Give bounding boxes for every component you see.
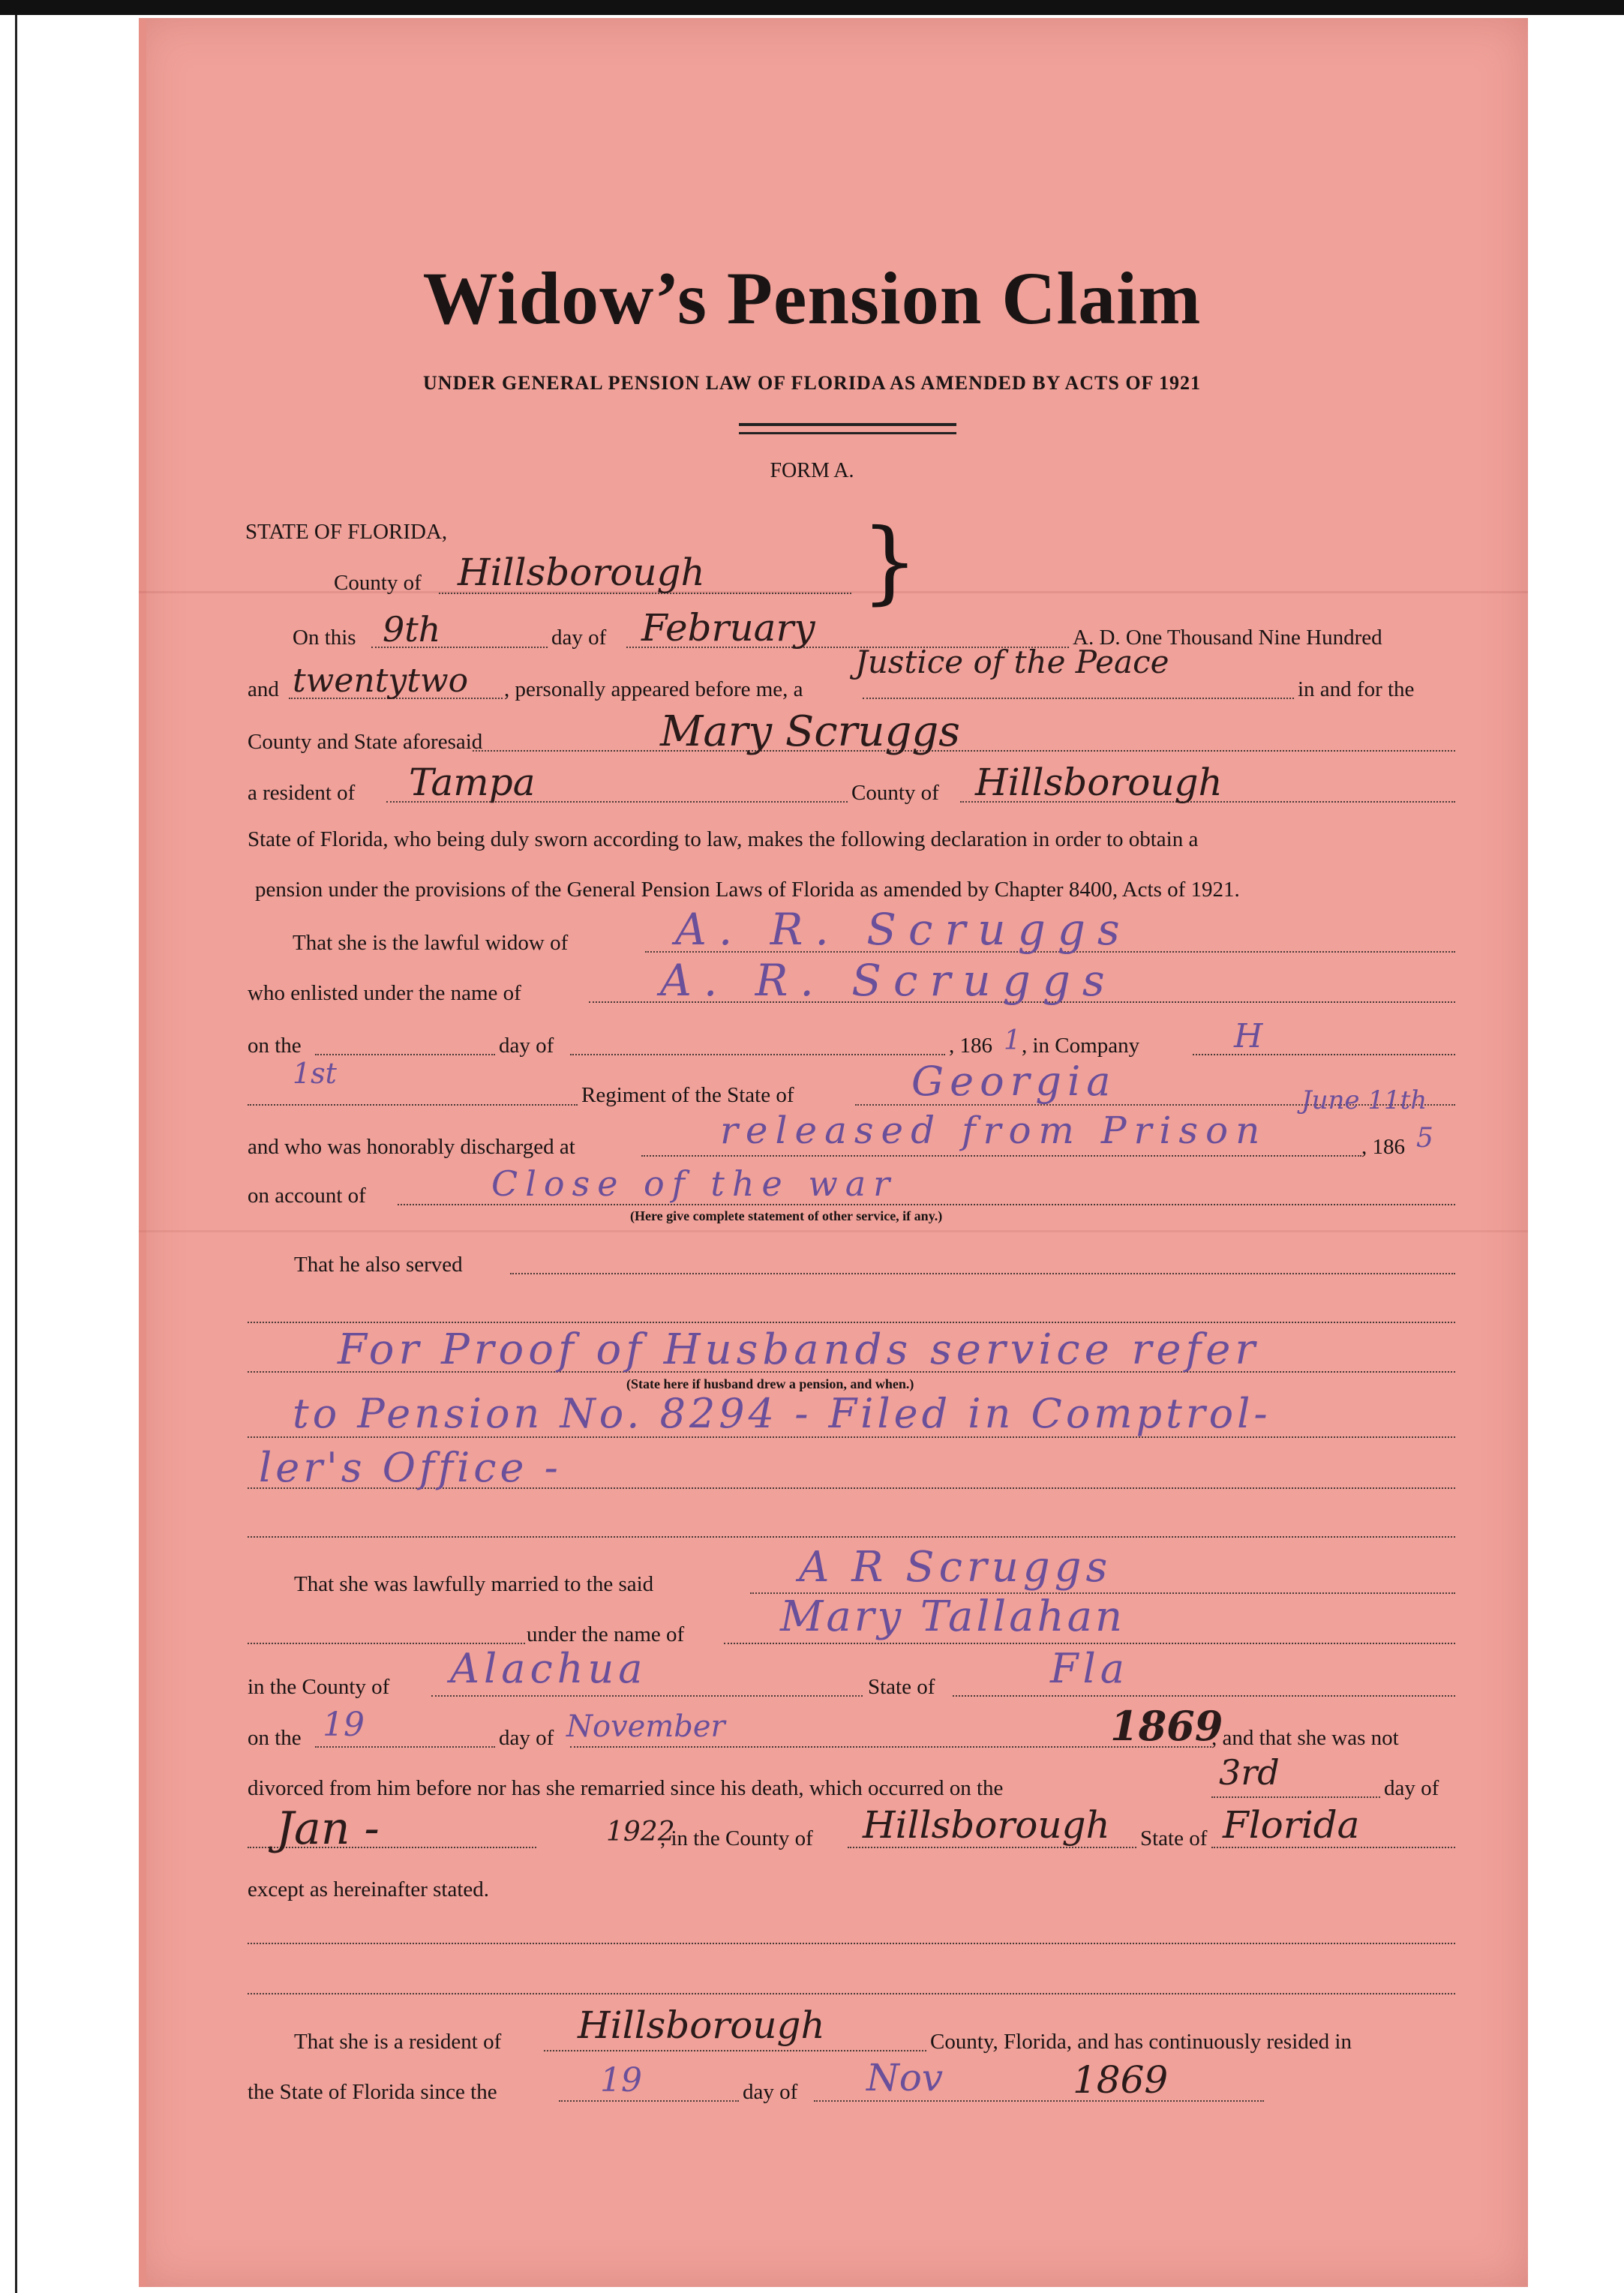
- regiment-number-line: [248, 1104, 578, 1106]
- resident-county-entry[interactable]: Hillsborough: [975, 761, 1223, 804]
- day-entry[interactable]: 9th: [383, 609, 441, 650]
- married-state-line: [953, 1695, 1455, 1697]
- day-of-label-5: day of: [743, 2080, 798, 2104]
- company-line: [1193, 1054, 1455, 1055]
- resident-city-entry[interactable]: Tampa: [409, 761, 536, 804]
- appeared-label: , personally appeared before me, a: [504, 677, 803, 701]
- claimant-field-line: [473, 750, 1455, 752]
- death-day-entry[interactable]: 3rd: [1219, 1752, 1280, 1793]
- county-state-aforesaid-label: County and State aforesaid: [248, 730, 483, 754]
- state-of-label: State of: [868, 1675, 935, 1699]
- except-text: except as hereinafter stated.: [248, 1877, 490, 1901]
- also-served-line-2: [248, 1322, 1455, 1323]
- day-of-label-2: day of: [499, 1034, 554, 1058]
- year-words-entry[interactable]: twentytwo: [293, 662, 469, 700]
- year-186-label: , 186: [949, 1034, 992, 1058]
- on-the-label-2: on the: [248, 1726, 302, 1750]
- on-this-label: On this: [293, 626, 356, 650]
- ad-label: A. D. One Thousand Nine Hundred: [1073, 626, 1382, 650]
- married-to-entry[interactable]: A R Scruggs: [799, 1543, 1112, 1592]
- divorced-text: divorced from him before nor has she remarried since his death, which occurred on the: [248, 1776, 1004, 1800]
- county-of-label-2: County of: [851, 781, 939, 805]
- claimant-entry[interactable]: Mary Scruggs: [660, 707, 960, 756]
- also-served-label: That he also served: [294, 1253, 463, 1277]
- state-of-label-2: State of: [1140, 1826, 1208, 1850]
- form-subtitle: UNDER GENERAL PENSION LAW OF FLORIDA AS AMENDED BY ACTS OF 1921: [423, 372, 1201, 394]
- in-and-for-label: in and for the: [1298, 677, 1415, 701]
- residence-county-line: [544, 2050, 926, 2051]
- except-line-2: [248, 1993, 1455, 1994]
- day-of-label-4: day of: [1384, 1776, 1439, 1800]
- enlist-year-digit-entry[interactable]: 1: [1004, 1025, 1021, 1056]
- regiment-number-entry[interactable]: 1st: [293, 1057, 337, 1090]
- except-line-1: [248, 1943, 1455, 1944]
- in-county-of-label-2: , in the County of: [660, 1826, 813, 1850]
- death-month-entry[interactable]: Jan -: [276, 1802, 380, 1855]
- death-day-line: [1211, 1796, 1380, 1798]
- company-entry[interactable]: H: [1234, 1017, 1263, 1055]
- death-county-entry[interactable]: Hillsborough: [863, 1803, 1110, 1847]
- county-of-label: County of: [334, 571, 422, 595]
- service-line-1-entry[interactable]: For Proof of Husbands service refer: [338, 1325, 1260, 1374]
- married-county-line: [431, 1695, 863, 1697]
- residence-county-entry[interactable]: Hillsborough: [578, 2003, 825, 2047]
- state-of-florida-label: STATE OF FLORIDA,: [245, 520, 448, 544]
- regiment-state-entry[interactable]: Georgia: [911, 1058, 1117, 1105]
- resident-of-label: That she is a resident of: [294, 2030, 502, 2054]
- residence-month-entry[interactable]: Nov: [866, 2056, 944, 2099]
- enlist-day-line: [315, 1054, 495, 1055]
- paper-left-edge: [139, 18, 146, 2287]
- and-label: and: [248, 677, 279, 701]
- form-label: FORM A.: [770, 459, 854, 482]
- month-entry[interactable]: February: [641, 606, 815, 650]
- under-name-lead-line: [248, 1643, 525, 1644]
- married-to-label: That she was lawfully married to the said: [294, 1572, 654, 1596]
- discharged-at-entry[interactable]: released from Prison: [720, 1109, 1268, 1152]
- county-entry[interactable]: Hillsborough: [458, 551, 705, 594]
- discharged-at-line: [641, 1155, 1361, 1157]
- declaration-text: State of Florida, who being duly sworn according to law, makes the following declaration in order to obtain a: [248, 827, 1199, 851]
- day-of-label: day of: [551, 626, 607, 650]
- residence-day-entry[interactable]: 19: [600, 2061, 642, 2099]
- on-account-of-label: on account of: [248, 1184, 366, 1208]
- discharge-year-digit-entry[interactable]: 5: [1416, 1123, 1433, 1154]
- pension-provisions-text: pension under the provisions of the General Pension Laws of Florida as amended by Chapter 8400, Acts of 1921.: [255, 878, 1240, 902]
- enlist-month-line: [570, 1054, 945, 1055]
- death-state-entry[interactable]: Florida: [1223, 1803, 1360, 1847]
- scan-left-border: [15, 15, 17, 2293]
- paper-fold-line-lower: [139, 1230, 1528, 1232]
- a-resident-of-label: a resident of: [248, 781, 356, 805]
- residence-day-line: [559, 2100, 739, 2102]
- married-month-entry[interactable]: November: [566, 1709, 725, 1744]
- pension-note: (State here if husband drew a pension, and when.): [626, 1376, 914, 1391]
- form-title: Widow’s Pension Claim: [422, 257, 1202, 340]
- officer-entry[interactable]: Justice of the Peace: [855, 644, 1169, 680]
- residence-month-line: [814, 2100, 1264, 2102]
- not-divorced-tail-label: , and that she was not: [1211, 1726, 1399, 1750]
- death-county-line: [848, 1847, 1136, 1848]
- enlisted-name-entry[interactable]: A. R. Scruggs: [660, 955, 1117, 1006]
- under-name-label: under the name of: [527, 1622, 685, 1646]
- enlisted-name-label: who enlisted under the name of: [248, 981, 521, 1005]
- title-rule-bottom: [739, 432, 956, 434]
- scan-top-border: [0, 0, 1624, 15]
- day-of-label-3: day of: [499, 1726, 554, 1750]
- also-served-line-1: [510, 1273, 1455, 1274]
- year-186b-label: , 186: [1361, 1135, 1405, 1159]
- death-year-entry[interactable]: 1922: [606, 1817, 675, 1847]
- discharged-at-label: and who was honorably discharged at: [248, 1135, 575, 1159]
- discharge-date-entry[interactable]: June 11th: [1301, 1085, 1427, 1115]
- widow-of-entry[interactable]: A. R. Scruggs: [675, 904, 1132, 955]
- service-line-3-entry[interactable]: ler's Office -: [259, 1444, 562, 1491]
- also-served-line-6: [248, 1536, 1455, 1538]
- regiment-label: Regiment of the State of: [581, 1083, 794, 1107]
- maiden-name-entry[interactable]: Mary Tallahan: [780, 1592, 1126, 1641]
- residence-year-entry[interactable]: 1869: [1073, 2058, 1169, 2102]
- married-day-entry[interactable]: 19: [323, 1706, 365, 1744]
- since-the-label: the State of Florida since the: [248, 2080, 497, 2104]
- married-county-entry[interactable]: Alachua: [450, 1645, 647, 1692]
- married-year-entry[interactable]: 1869: [1110, 1702, 1223, 1750]
- maiden-name-line: [724, 1643, 1455, 1644]
- county-brace: }: [861, 510, 919, 614]
- other-service-note: (Here give complete statement of other service, if any.): [630, 1208, 943, 1223]
- officer-field-line: [863, 698, 1294, 699]
- title-rule-top: [739, 423, 956, 426]
- in-company-label: , in Company: [1022, 1034, 1140, 1058]
- in-county-of-label: in the County of: [248, 1675, 390, 1699]
- on-account-entry[interactable]: Close of the war: [491, 1163, 898, 1204]
- death-state-line: [1211, 1847, 1455, 1848]
- on-account-line: [398, 1204, 1455, 1205]
- lawful-widow-label: That she is the lawful widow of: [293, 931, 569, 955]
- service-line-2-entry[interactable]: to Pension No. 8294 - Filed in Comptrol-: [293, 1390, 1271, 1437]
- on-the-label: on the: [248, 1034, 302, 1058]
- county-florida-text: County, Florida, and has continuously resided in: [930, 2030, 1352, 2054]
- married-state-entry[interactable]: Fla: [1050, 1645, 1129, 1692]
- married-day-line: [315, 1746, 495, 1748]
